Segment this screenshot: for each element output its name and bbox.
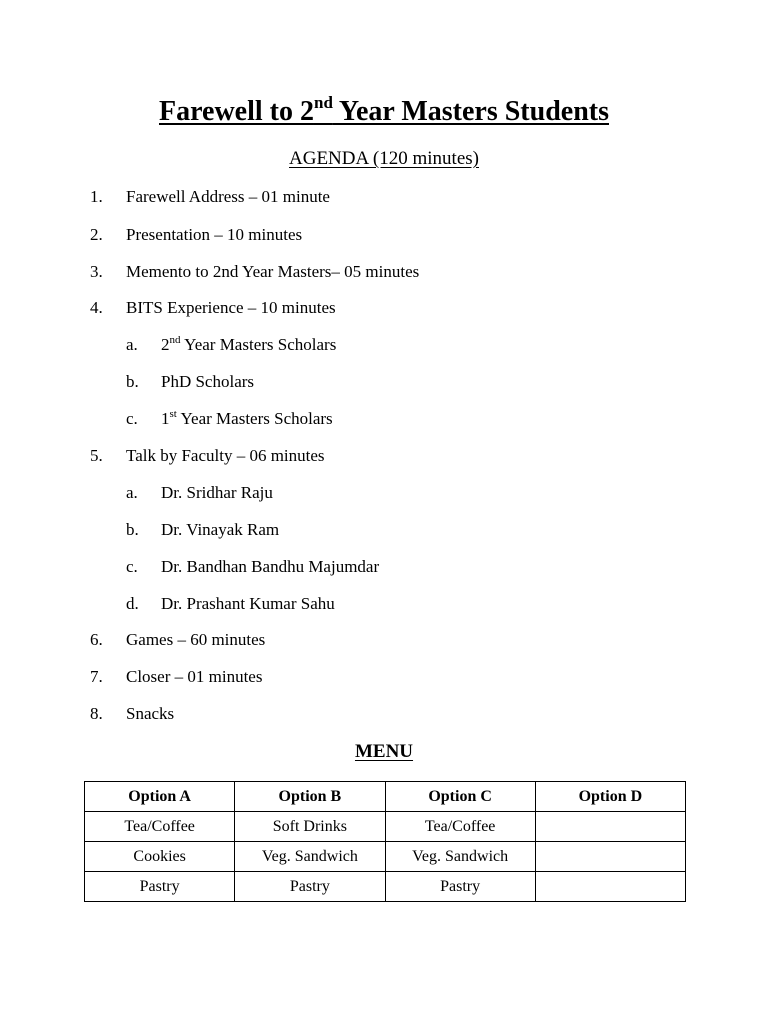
menu-cell xyxy=(535,842,685,872)
agenda-item-text: Memento to 2nd Year Masters– 05 minutes xyxy=(126,262,420,281)
agenda-subitem-text xyxy=(161,335,336,355)
agenda-item-text: Presentation – 10 minutes xyxy=(126,225,303,244)
agenda-item-number: 6. xyxy=(90,630,103,649)
agenda-item-text: Talk by Faculty – 06 minutes xyxy=(126,446,325,465)
agenda-subitem-letter: a. xyxy=(126,335,138,354)
agenda-item-number: 7. xyxy=(90,667,103,686)
menu-header-cell: Option D xyxy=(535,782,685,812)
document-title xyxy=(0,94,768,130)
title-superscript: nd xyxy=(313,93,333,112)
table-row xyxy=(85,812,686,842)
document-title-text xyxy=(159,93,609,127)
agenda-item-number: 3. xyxy=(90,262,103,281)
menu-header-cell: Option C xyxy=(385,782,535,812)
menu-cell: Veg. Sandwich xyxy=(235,842,385,872)
subitem-suffix: Year Masters Scholars xyxy=(180,335,337,354)
agenda-item-number: 8. xyxy=(90,704,103,723)
subitem-superscript: st xyxy=(169,408,177,420)
subitem-superscript: nd xyxy=(169,334,181,346)
agenda-subitem-letter: c. xyxy=(126,409,138,428)
agenda-subitem-letter: b. xyxy=(126,372,139,391)
agenda-item-text: Closer – 01 minutes xyxy=(126,667,263,686)
agenda-item-text: Farewell Address – 01 minute xyxy=(126,187,330,206)
agenda-subitem-text: Dr. Sridhar Raju xyxy=(161,483,273,502)
menu-cell: Cookies xyxy=(85,842,235,872)
subitem-suffix: Year Masters Scholars xyxy=(176,409,333,428)
agenda-item-text: Games – 60 minutes xyxy=(126,630,266,649)
menu-table xyxy=(84,781,686,902)
agenda-subitem-text: Dr. Prashant Kumar Sahu xyxy=(161,594,335,613)
agenda-subitem-letter: b. xyxy=(126,520,139,539)
subitem-prefix: 1 xyxy=(161,409,170,428)
agenda-item-number: 1. xyxy=(90,187,103,206)
agenda-heading: AGENDA (120 minutes) xyxy=(289,148,479,169)
agenda-subitem-text: Dr. Vinayak Ram xyxy=(161,520,280,539)
menu-header-row xyxy=(85,782,686,812)
subitem-prefix: 2 xyxy=(161,335,170,354)
title-prefix: Farewell to 2 xyxy=(159,96,314,127)
menu-heading: MENU xyxy=(354,741,414,762)
menu-cell xyxy=(535,872,685,902)
agenda-subitem-text xyxy=(161,409,333,429)
menu-cell: Tea/Coffee xyxy=(385,812,535,842)
agenda-subitem-text: Dr. Bandhan Bandhu Majumdar xyxy=(161,557,380,576)
agenda-item-number: 2. xyxy=(90,225,103,244)
agenda-subitem-text: PhD Scholars xyxy=(161,372,255,391)
menu-cell xyxy=(535,812,685,842)
menu-cell: Pastry xyxy=(235,872,385,902)
menu-cell: Pastry xyxy=(385,872,535,902)
menu-header-cell: Option A xyxy=(85,782,235,812)
agenda-item-number: 5. xyxy=(90,446,103,465)
menu-cell: Pastry xyxy=(85,872,235,902)
menu-cell: Veg. Sandwich xyxy=(385,842,535,872)
title-suffix: Year Masters Students xyxy=(332,96,609,127)
agenda-subitem-letter: a. xyxy=(126,483,138,502)
menu-header-cell: Option B xyxy=(235,782,385,812)
agenda-subitem-letter: d. xyxy=(126,594,139,613)
menu-cell: Soft Drinks xyxy=(235,812,385,842)
agenda-subitem-letter: c. xyxy=(126,557,138,576)
agenda-item-number: 4. xyxy=(90,298,103,317)
agenda-item-text: BITS Experience – 10 minutes xyxy=(126,298,336,317)
agenda-item-text: Snacks xyxy=(126,704,175,723)
table-row xyxy=(85,872,686,902)
menu-cell: Tea/Coffee xyxy=(85,812,235,842)
table-row xyxy=(85,842,686,872)
